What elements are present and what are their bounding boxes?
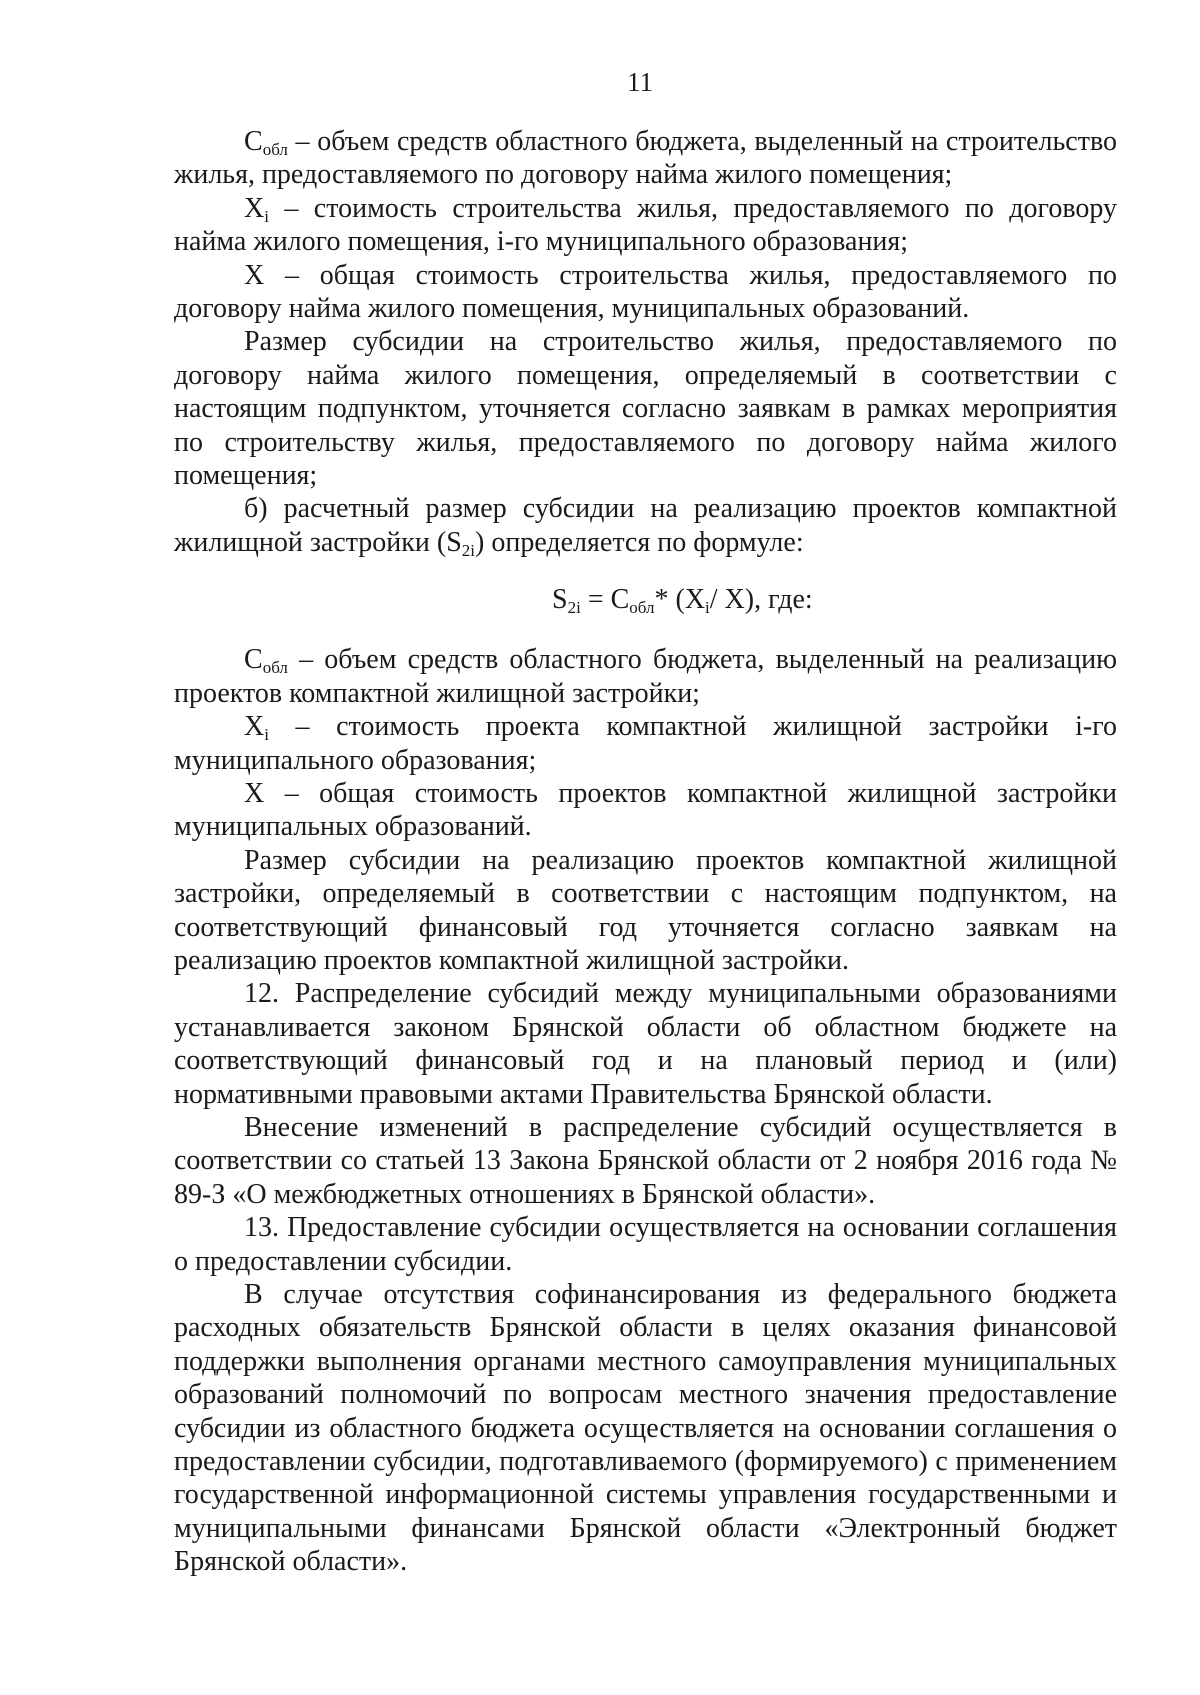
paragraph-x-total: X – общая стоимость строительства жилья, предоставляемого по договору найма жилого помещения, муниципальных образований. xyxy=(174,259,1117,325)
paragraph-12-distribution: 12. Распределение субсидий между муниципальными образованиями устанавливается законом Брянской области об областном бюджете на соответствующий финансовый год и на плановый период и (или) нормативными правовыми актами Правительства Брянской области. xyxy=(174,978,1117,1110)
document-body xyxy=(174,125,1117,1579)
paragraph-c-obl: $C_{обл}$ – объем средств областного бюджета, выделенный на строительство жилья, предоставляемого по договору найма жилого помещения; xyxy=(174,126,1117,191)
paragraph-x-i-compact: $X_i$ – стоимость проекта компактной жилищной застройки i-го муниципального образования; xyxy=(174,711,1117,776)
paragraph-x-total-compact: X – общая стоимость проектов компактной жилищной застройки муниципальных образований. xyxy=(174,777,1117,843)
paragraph-subsidy-size-housing: Размер субсидии на строительство жилья, предоставляемого по договору найма жилого помещения, определяемый в соответствии с настоящим подпунктом, уточняется согласно заявкам в рамках мероприятия по строительству жилья, предоставляемого по договору найма жилого помещения; xyxy=(174,326,1117,492)
page-number: 11 xyxy=(627,67,653,97)
paragraph-subsidy-size-compact: Размер субсидии на реализацию проектов компактной жилищной застройки, определяемый в соответствии с настоящим подпунктом, на соответствующий финансовый год уточняется согласно заявкам на реализацию проектов компактной жилищной застройки. xyxy=(174,844,1117,976)
paragraph-c-obl-compact: $C_{обл}$ – объем средств областного бюджета, выделенный на реализацию проектов компактной жилищной застройки; xyxy=(174,644,1117,709)
paragraph-amendments: Внесение изменений в распределение субсидий осуществляется в соответствии со статьей 13 Закона Брянской области от 2 ноября 2016 года № 89-З «О межбюджетных отношениях в Брянской области». xyxy=(174,1111,1117,1210)
paragraph-no-cofinancing: В случае отсутствия софинансирования из федерального бюджета расходных обязательств Брянской области в целях оказания финансовой поддержки выполнения органами местного самоуправления муниципальных образований полномочий по вопросам местного значения предоставление субсидии из областного бюджета осуществляется на основании соглашения о предоставлении субсидии, подготавливаемого (формируемого) с применением государственной информационной системы управления государственными и муниципальными финансами Брянской области «Электронный бюджет Брянской области». xyxy=(174,1279,1117,1578)
paragraph-b-compact-housing: б) расчетный размер субсидии на реализацию проектов компактной жилищной застройки $(S_{2i})$ определяется по формуле: xyxy=(174,493,1117,560)
paragraph-x-i: $X_i$ – стоимость строительства жилья, предоставляемого по договору найма жилого помещения, i-го муниципального образования; xyxy=(174,192,1117,258)
paragraph-13-agreement: 13. Предоставление субсидии осуществляется на основании соглашения о предоставлении субсидии. xyxy=(174,1212,1117,1277)
formula-s2i: $S_{2i} = C_{обл}*$ ($X_i/$ X), где: xyxy=(552,584,813,618)
